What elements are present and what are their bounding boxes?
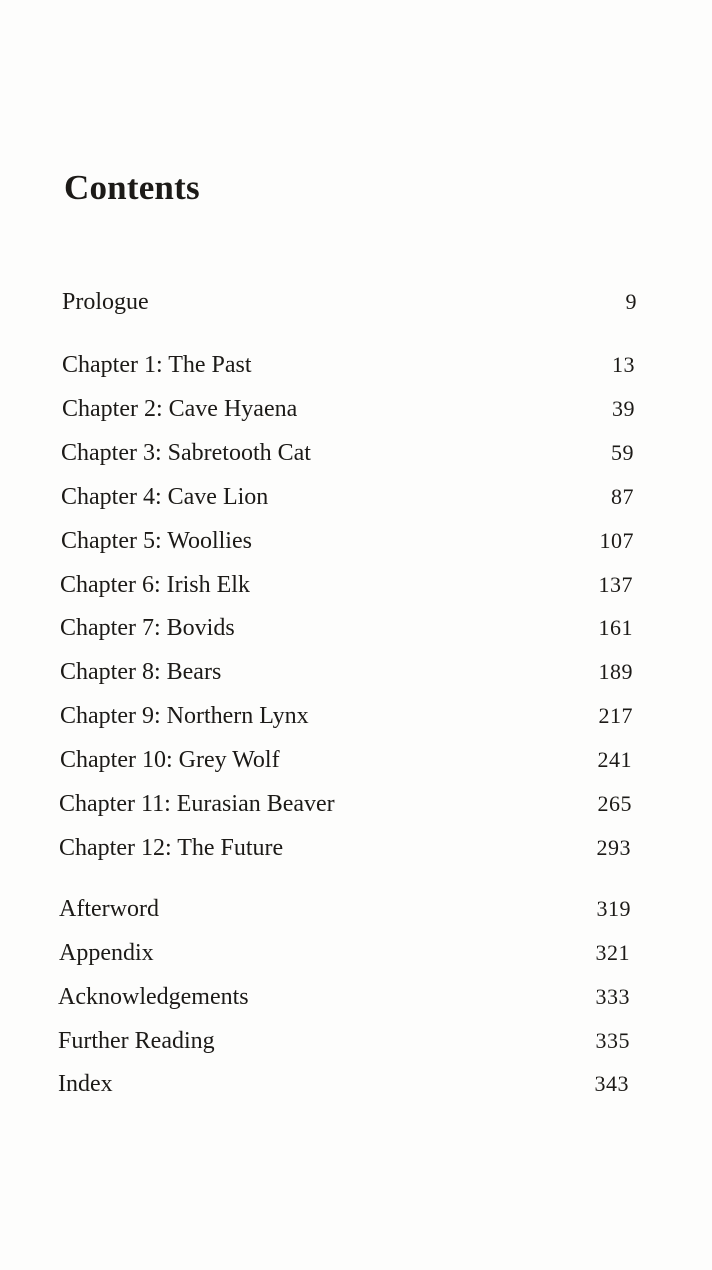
toc-entry-label: Chapter 9: Northern Lynx [60, 703, 309, 729]
toc-entry-page: 333 [595, 984, 630, 1009]
toc-entry-page: 87 [611, 484, 634, 509]
toc-entry-chapter-9 [60, 700, 633, 732]
toc-entry-label: Chapter 3: Sabretooth Cat [61, 440, 311, 466]
toc-entry-page: 39 [612, 396, 635, 421]
toc-entry-label: Further Reading [58, 1028, 215, 1054]
toc-entry-appendix [59, 937, 630, 969]
toc-entry-chapter-2 [62, 393, 635, 425]
toc-entry-label: Chapter 2: Cave Hyaena [62, 396, 298, 422]
toc-entry-chapter-12 [59, 832, 631, 864]
toc-entry-page: 343 [594, 1071, 629, 1096]
toc-entry-label: Chapter 7: Bovids [60, 615, 235, 641]
toc-entry-page: 189 [598, 659, 633, 684]
toc-entry-page: 241 [597, 747, 632, 772]
toc-entry-label: Afterword [59, 896, 159, 922]
toc-entry-page: 161 [598, 615, 633, 640]
toc-entry-page: 137 [598, 572, 633, 597]
toc-entry-page: 59 [611, 440, 634, 465]
toc-entry-label: Acknowledgements [58, 984, 249, 1010]
toc-entry-label: Appendix [59, 940, 154, 966]
toc-entry-page: 217 [598, 703, 633, 728]
toc-entry-chapter-1 [62, 349, 635, 381]
toc-entry-label: Chapter 5: Woollies [61, 528, 252, 554]
toc-entry-page: 321 [595, 940, 630, 965]
toc-entry-further-reading [58, 1025, 630, 1057]
toc-entry-label: Prologue [62, 289, 149, 315]
toc-entry-page: 13 [612, 352, 635, 377]
toc-entry-afterword [59, 893, 631, 925]
toc-entry-label: Chapter 6: Irish Elk [60, 572, 250, 598]
toc-entry-label: Index [58, 1071, 113, 1097]
toc-entry-chapter-8 [60, 656, 633, 688]
toc-entry-page: 9 [625, 289, 637, 314]
toc-entry-acknowledgements [58, 981, 630, 1013]
toc-entry-chapter-7 [60, 612, 633, 644]
toc-entry-label: Chapter 11: Eurasian Beaver [59, 791, 335, 817]
toc-entry-label: Chapter 12: The Future [59, 835, 284, 861]
toc-entry-label: Chapter 8: Bears [60, 659, 222, 685]
toc-entry-label: Chapter 10: Grey Wolf [60, 747, 280, 773]
toc-entry-page: 265 [597, 791, 632, 816]
toc-entry-index [58, 1068, 629, 1100]
toc-entry-page: 293 [596, 835, 631, 860]
toc-entry-chapter-6 [60, 569, 633, 601]
page-title: Contents [64, 168, 200, 207]
toc-entry-chapter-3 [61, 437, 634, 469]
toc-entry-chapter-11 [59, 788, 632, 820]
toc-entry-chapter-10 [60, 744, 632, 776]
toc-entry-page: 335 [595, 1028, 630, 1053]
toc-entry-chapter-4 [61, 481, 634, 513]
toc-entry-label: Chapter 4: Cave Lion [61, 484, 269, 510]
toc-entry-prologue [62, 286, 637, 318]
toc-entry-page: 107 [599, 528, 634, 553]
toc-entry-chapter-5 [61, 525, 634, 557]
toc-entry-label: Chapter 1: The Past [62, 352, 252, 378]
toc-entry-page: 319 [596, 896, 631, 921]
